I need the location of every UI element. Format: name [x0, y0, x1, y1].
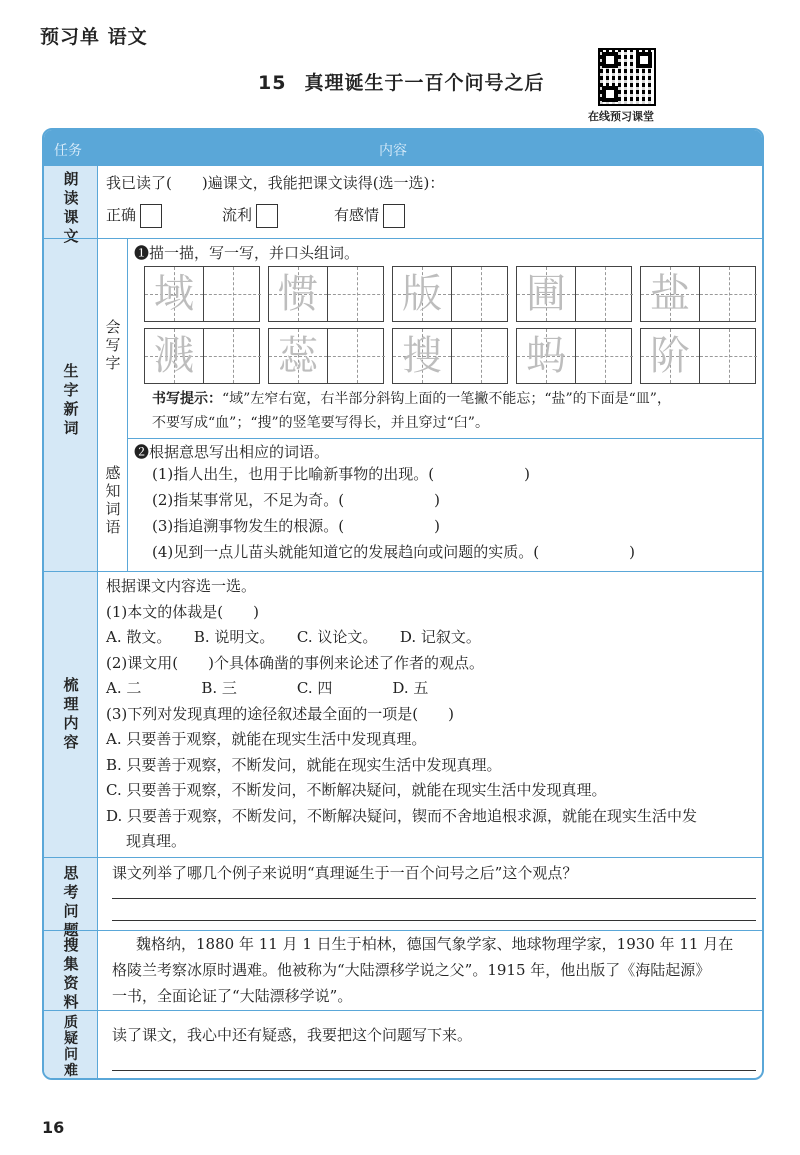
reading-option-emotion — [334, 204, 405, 228]
lesson-title — [258, 68, 544, 95]
review-line: A. 散文。 B. 说明文。 C. 议论文。 D. 记叙文。 — [106, 628, 481, 646]
answer-line[interactable] — [112, 1070, 756, 1071]
write-sub-label — [98, 318, 128, 372]
writing-tip-line-1 — [152, 388, 671, 410]
checkbox-emotion[interactable] — [383, 204, 405, 228]
practice-grid[interactable] — [640, 328, 756, 384]
review-line: A. 只要善于观察，就能在现实生活中发现真理。 — [106, 730, 427, 748]
answer-line[interactable] — [112, 898, 756, 899]
practice-grid[interactable] — [268, 328, 384, 384]
words-sub-label-text: 感知词语 — [105, 464, 121, 536]
practice-grid[interactable] — [392, 266, 508, 322]
write-instruction: ❶描一描，写一写，并口头组词。 — [134, 244, 360, 262]
words-instruction: ❷根据意思写出相应的词语。 — [134, 443, 330, 461]
practice-grid[interactable] — [268, 266, 384, 322]
doubts-label — [44, 1015, 98, 1079]
write-cell[interactable] — [575, 329, 633, 383]
reading-option-correct — [106, 204, 162, 228]
trace-character: 圃 — [526, 271, 566, 317]
row-divider — [44, 238, 762, 239]
write-cell[interactable] — [699, 329, 757, 383]
write-cell[interactable] — [451, 267, 509, 321]
row-divider — [44, 571, 762, 572]
trace-character: 蕊 — [278, 333, 318, 379]
review-line: 现真理。 — [126, 832, 187, 850]
review-line: B. 只要善于观察，不断发问，就能在现实生活中发现真理。 — [106, 755, 502, 774]
trace-character: 溅 — [154, 333, 194, 379]
reading-option-fluent — [222, 204, 278, 228]
table-header — [44, 130, 762, 166]
write-cell[interactable] — [203, 267, 261, 321]
thinking-question: 课文列举了哪几个例子来说明“真理诞生于一百个问号之后”这个观点？ — [112, 864, 578, 882]
page-number: 16 — [42, 1118, 65, 1137]
practice-grid[interactable] — [144, 328, 260, 384]
tip-label: 书写提示： — [152, 391, 222, 407]
row-divider — [44, 930, 762, 931]
reading-prompt: 我已读了( )遍课文，我能把课文读得(选一选)： — [106, 174, 445, 192]
option-label: 流利 — [222, 206, 253, 224]
write-cell[interactable] — [203, 329, 261, 383]
materials-line-2: 格陵兰考察冰原时遇难。他被称为“大陆漂移学说之父”。1915 年，他出版了《海陆起源》 — [112, 961, 711, 979]
review-label — [44, 676, 98, 752]
reading-label-text: 朗读课文 — [63, 170, 79, 245]
review-line: 根据课文内容选一选。 — [106, 577, 257, 595]
tip-text-1: “域”左窄右宽，右半部分斜钩上面的一笔撇不能忘；“盐”的下面是“皿”， — [222, 391, 671, 407]
header-task: 任务 — [54, 143, 82, 159]
qr-caption: 在线预习课堂 — [588, 110, 654, 123]
materials-label-text: 搜集资料 — [63, 936, 79, 1011]
write-cell[interactable] — [451, 329, 509, 383]
thinking-label — [44, 864, 98, 940]
review-line: A. 二 B. 三 C. 四 D. 五 — [106, 679, 429, 697]
row-divider — [44, 1010, 762, 1011]
reading-label — [44, 170, 98, 246]
practice-grid[interactable] — [392, 328, 508, 384]
words-item-2: (2)指某事常见，不足为奇。( ) — [152, 491, 440, 509]
write-cell[interactable] — [327, 329, 385, 383]
materials-line-1: 魏格纳，1880 年 11 月 1 日生于柏林，德国气象学家、地球物理学家，1930 年 11 月在 — [136, 935, 734, 953]
vocab-label-text: 生字新词 — [63, 362, 79, 437]
materials-label — [44, 936, 98, 1012]
practice-grid[interactable] — [144, 266, 260, 322]
write-sub-label-text: 会写字 — [105, 318, 121, 372]
book-label: 预习单 语文 — [40, 26, 148, 48]
trace-character: 版 — [402, 271, 442, 317]
lesson-number: 15 — [258, 72, 287, 94]
review-label-text: 梳理内容 — [63, 676, 79, 751]
words-item-4: (4)见到一点儿苗头就能知道它的发展趋向或问题的实质。( ) — [152, 543, 635, 561]
words-item-3: (3)指追溯事物发生的根源。( ) — [152, 517, 440, 535]
write-cell[interactable] — [575, 267, 633, 321]
qr-code-icon[interactable] — [598, 48, 656, 106]
doubts-label-text: 质疑问难 — [64, 1015, 78, 1079]
trace-character: 盐 — [650, 271, 690, 317]
checkbox-fluent[interactable] — [256, 204, 278, 228]
checkbox-correct[interactable] — [140, 204, 162, 228]
sub-divider — [128, 438, 764, 439]
header-content: 内容 — [379, 143, 407, 159]
review-line: (3)下列对发现真理的途径叙述最全面的一项是( ) — [106, 704, 454, 723]
vocab-label — [44, 362, 98, 438]
writing-tip-line-2: 不要写成“血”；“搜”的竖笔要写得长，并且穿过“臼”。 — [152, 415, 489, 431]
write-cell[interactable] — [699, 267, 757, 321]
trace-character: 蚂 — [526, 333, 566, 379]
option-label: 正确 — [106, 206, 137, 224]
words-sub-label — [98, 464, 128, 536]
trace-character: 域 — [154, 271, 194, 317]
materials-line-3: 一书，全面论证了“大陆漂移学说”。 — [112, 987, 353, 1005]
practice-grid[interactable] — [516, 266, 632, 322]
option-label: 有感情 — [334, 206, 380, 224]
worksheet-table — [42, 128, 764, 1080]
trace-character: 惯 — [278, 271, 318, 317]
doubts-prompt: 读了课文，我心中还有疑惑，我要把这个问题写下来。 — [112, 1026, 473, 1044]
review-line: (1)本文的体裁是( ) — [106, 602, 259, 621]
write-cell[interactable] — [327, 267, 385, 321]
answer-line[interactable] — [112, 920, 756, 921]
trace-character: 阶 — [650, 333, 690, 379]
practice-grid[interactable] — [516, 328, 632, 384]
row-divider — [44, 857, 762, 858]
review-line: D. 只要善于观察，不断发问，不断解决疑问，锲而不舍地追根求源，就能在现实生活中发 — [106, 806, 698, 825]
trace-character: 搜 — [402, 333, 442, 379]
review-line: (2)课文用( )个具体确凿的事例来论述了作者的观点。 — [106, 653, 484, 672]
review-line: C. 只要善于观察，不断发问，不断解决疑问，就能在现实生活中发现真理。 — [106, 781, 607, 799]
lesson-title-text: 真理诞生于一百个问号之后 — [304, 72, 545, 94]
thinking-label-text: 思考问题 — [63, 864, 79, 939]
words-item-1: (1)指人出生，也用于比喻新事物的出现。( ) — [152, 465, 530, 483]
practice-grid[interactable] — [640, 266, 756, 322]
